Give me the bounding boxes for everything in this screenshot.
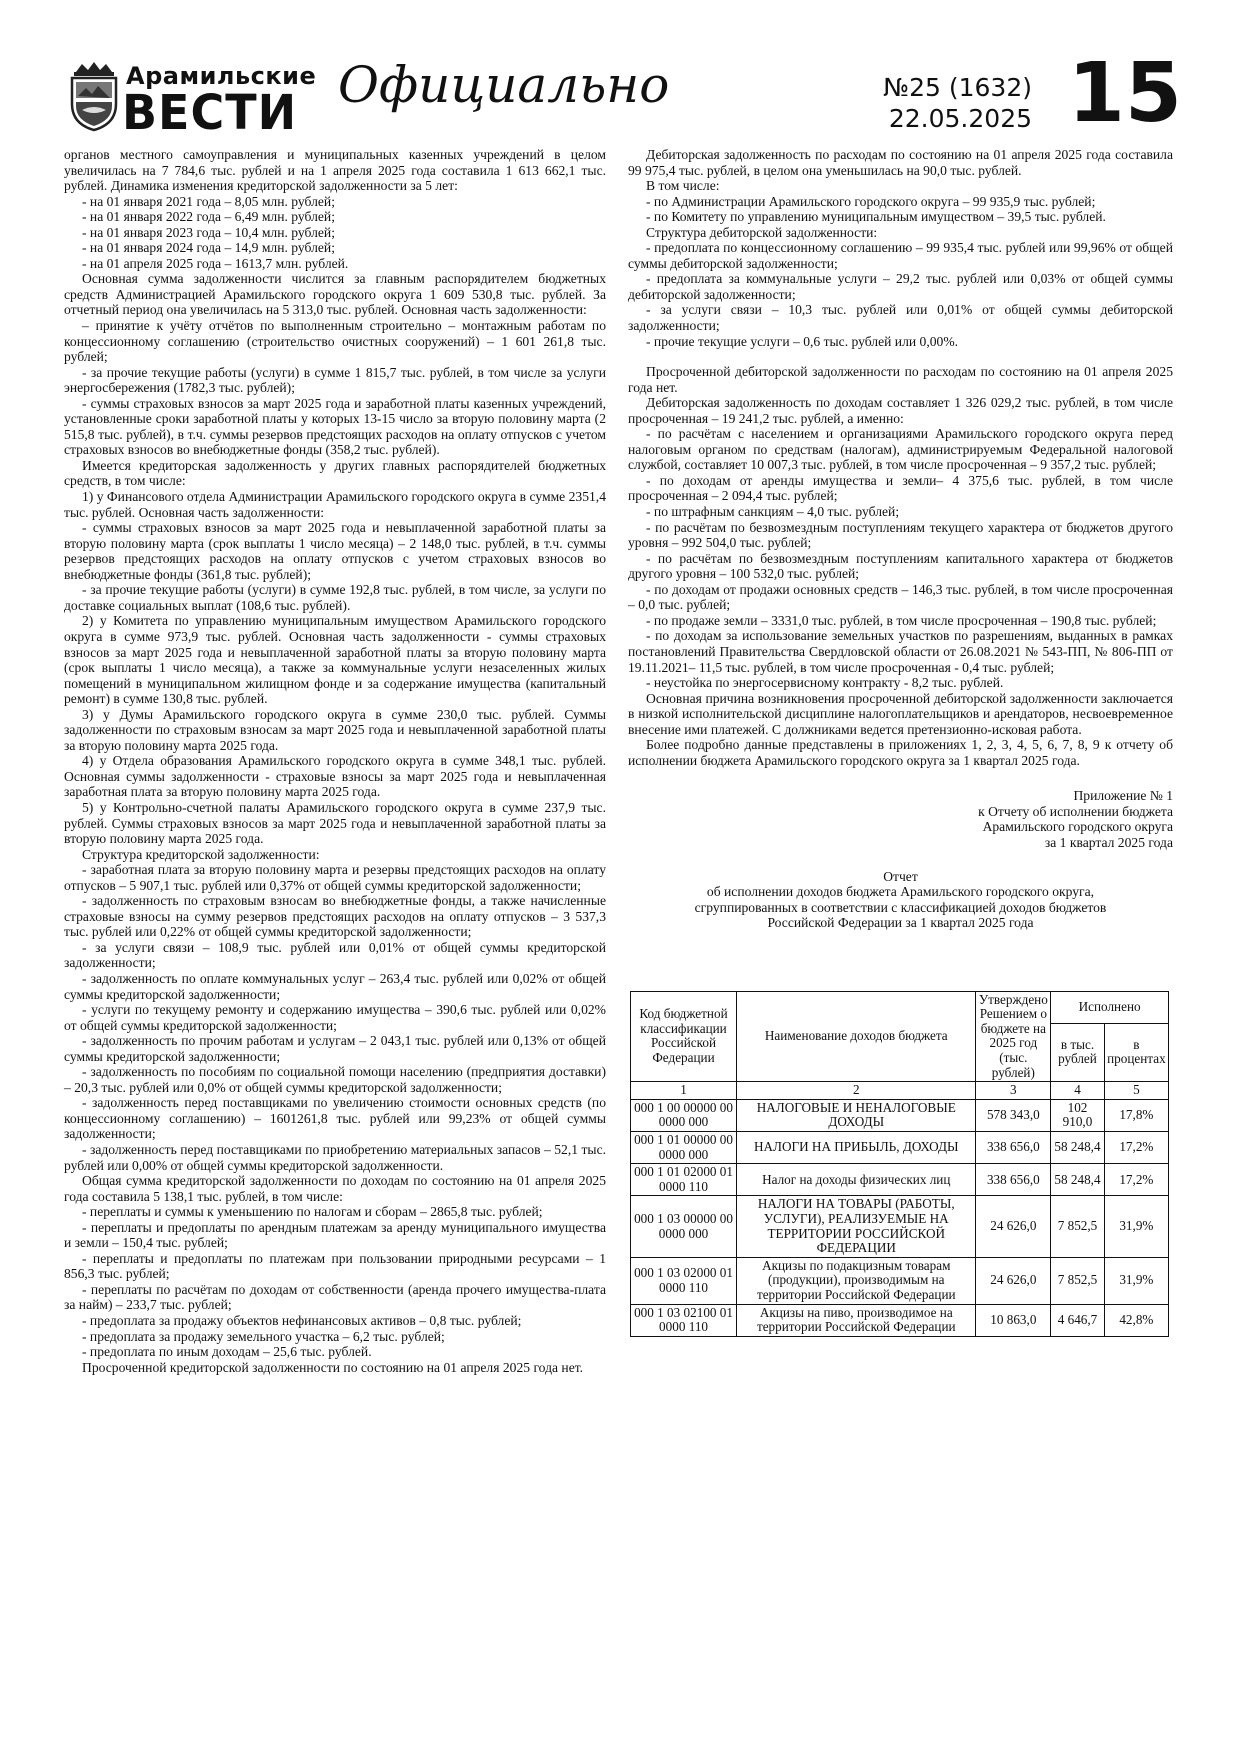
- cell-name: Акцизы по подакцизным товарам (продукции), производимым на территории Российской Федерации: [737, 1257, 976, 1304]
- cell-name: Акцизы на пиво, производимое на территории Российской Федерации: [737, 1304, 976, 1336]
- paragraph: органов местного самоуправления и муниципальных казенных учреждений в целом увеличилась на 7 784,6 тыс. рублей и на 1 апреля 2025 года составила 1 613 662,1 тыс. рублей. Динамика изменения кредиторской задолженности за 5 лет:: [64, 147, 606, 194]
- paragraph: – принятие к учёту отчётов по выполненным строительно – монтажным работам по концессионному соглашению (строительство очистных сооружений) – 1 601 261,8 тыс. рублей;: [64, 318, 606, 365]
- cell-code: 000 1 01 00000 00 0000 000: [631, 1132, 737, 1164]
- cell-code: 000 1 03 00000 00 0000 000: [631, 1196, 737, 1257]
- section-title: Официально: [338, 56, 670, 114]
- page-number: 15: [1067, 46, 1182, 141]
- paragraph: - предоплата за продажу объектов нефинансовых активов – 0,8 тыс. рублей;: [82, 1313, 522, 1329]
- column-number: 3: [976, 1082, 1051, 1100]
- left-column: [64, 147, 606, 1375]
- header-executed-pct: в процентах: [1104, 1023, 1168, 1082]
- header-approved: Утверждено Решением о бюджете на 2025 год (тыс. рублей): [976, 991, 1051, 1082]
- issue-info: [883, 72, 1032, 134]
- paragraph: - задолженность по страховым взносам во внебюджетные фонды, а также начисленные страховые взносы на сумму резервов предстоящих расходов на оплату отпусков – 3 537,3 тыс. рублей или 0,22% от общей суммы кредиторской задолженности;: [64, 893, 606, 940]
- cell-percent: 31,9%: [1104, 1196, 1168, 1257]
- cell-executed: 102 910,0: [1051, 1099, 1105, 1131]
- paragraph: - по доходам за использование земельных участков по разрешениям, выданных в рамках постановлений Правительства Свердловской области от 26.08.2021 № 543-ПП, № 806-ПП от 19.11.2021– 11,5 тыс. рублей, в том числе просроченная - 0,4 тыс. рублей;: [628, 628, 1173, 675]
- report-title-line: об исполнении доходов бюджета Арамильского городского округа,: [706, 884, 1095, 900]
- cell-percent: 17,2%: [1104, 1132, 1168, 1164]
- cell-percent: 42,8%: [1104, 1304, 1168, 1336]
- paragraph: Структура дебиторской задолженности:: [646, 224, 878, 240]
- column-number: 2: [737, 1082, 976, 1100]
- report-title: [628, 869, 1173, 931]
- paragraph: - по доходам от аренды имущества и земли– 4 375,6 тыс. рублей, в том числе просроченная – 2 094,4 тыс. рублей;: [628, 472, 1173, 504]
- right-column: [628, 147, 1173, 1337]
- paragraph: Просроченной дебиторской задолженности по расходам по состоянию на 01 апреля 2025 года нет.: [628, 364, 1173, 395]
- report-title-line: сгруппированных в соответствии с классификацией доходов бюджетов: [694, 899, 1107, 915]
- paragraph: Имеется кредиторская задолженность у других главных распорядителей бюджетных средств, в том числе:: [64, 457, 606, 489]
- cell-approved: 338 656,0: [976, 1132, 1051, 1164]
- paragraph: В том числе:: [646, 178, 720, 194]
- masthead: [62, 46, 1182, 141]
- cell-executed: 4 646,7: [1051, 1304, 1105, 1336]
- cell-approved: 338 656,0: [976, 1164, 1051, 1196]
- paragraph: 1) у Финансового отдела Администрации Арамильского городского округа в сумме 2351,4 тыс. рублей. Основная часть задолженности:: [64, 489, 606, 520]
- header-code: Код бюджетной классификации Российской Федерации: [631, 991, 737, 1082]
- paragraph: - задолженность по оплате коммунальных услуг – 263,4 тыс. рублей или 0,02% от общей суммы кредиторской задолженности;: [64, 970, 606, 1002]
- paragraph: - задолженность по прочим работам и услугам – 2 043,1 тыс. рублей или 0,13% от общей суммы кредиторской задолженности;: [64, 1033, 606, 1064]
- paragraph: - на 01 января 2023 года – 10,4 млн. рублей;: [82, 224, 335, 240]
- cell-approved: 24 626,0: [976, 1196, 1051, 1257]
- paragraph: - предоплата по концессионному соглашению – 99 935,4 тыс. рублей или 99,96% от общей суммы дебиторской задолженности;: [628, 240, 1173, 271]
- header-executed-rub: в тыс. рублей: [1051, 1023, 1105, 1082]
- paragraph: - заработная плата за вторую половину марта и резервы предстоящих расходов на оплату отпусков – 5 907,1 тыс. рублей или 0,37% от общей суммы кредиторской задолженности;: [64, 862, 606, 893]
- paragraph: 5) у Контрольно-счетной палаты Арамильского городского округа в сумме 237,9 тыс. рублей. Суммы страховых взносов за март 2025 года и невыплаченной заработной платы за вторую половину марта 2025 года.: [64, 799, 606, 847]
- paragraph: - предоплата по иным доходам – 25,6 тыс. рублей.: [82, 1344, 372, 1360]
- paragraph: - по Комитету по управлению муниципальным имуществом – 39,5 тыс. рублей.: [646, 209, 1106, 225]
- appendix-note: [628, 788, 1173, 850]
- paragraph: - за услуги связи – 10,3 тыс. рублей или 0,01% от общей суммы дебиторской задолженности;: [628, 302, 1173, 334]
- paragraph: - переплаты по расчётам по доходам от собственности (аренда прочего имущества-плата за найм) – 233,7 тыс. рублей;: [64, 1281, 606, 1313]
- appendix-line: к Отчету об исполнении бюджета: [978, 803, 1173, 819]
- cell-executed: 7 852,5: [1051, 1196, 1105, 1257]
- appendix-line: Арамильского городского округа: [982, 819, 1173, 835]
- right-column-text: [628, 147, 1173, 768]
- cell-code: 000 1 03 02100 01 0000 110: [631, 1304, 737, 1336]
- cell-name: НАЛОГИ НА ТОВАРЫ (РАБОТЫ, УСЛУГИ), РЕАЛИЗУЕМЫЕ НА ТЕРРИТОРИИ РОССИЙСКОЙ ФЕДЕРАЦИИ: [737, 1196, 976, 1257]
- paragraph: - переплаты и суммы к уменьшению по налогам и сборам – 2865,8 тыс. рублей;: [82, 1204, 543, 1220]
- cell-approved: 10 863,0: [976, 1304, 1051, 1336]
- table-row: [631, 1132, 1169, 1164]
- appendix-line: за 1 квартал 2025 года: [1044, 834, 1173, 850]
- coat-of-arms-icon: [68, 60, 120, 132]
- table-row: [631, 1099, 1169, 1131]
- table-body: [631, 1099, 1169, 1336]
- cell-name: НАЛОГОВЫЕ И НЕНАЛОГОВЫЕ ДОХОДЫ: [737, 1099, 976, 1131]
- paragraph: - неустойка по энергосервисному контракту - 8,2 тыс. рублей.: [646, 675, 1004, 691]
- newspaper-logo: [62, 56, 382, 140]
- income-report-table: [630, 991, 1169, 1337]
- paragraph: - по продаже земли – 3331,0 тыс. рублей, в том числе просроченная – 190,8 тыс. рублей;: [646, 612, 1157, 628]
- cell-percent: 17,8%: [1104, 1099, 1168, 1131]
- column-number: 4: [1051, 1082, 1105, 1100]
- cell-code: 000 1 00 00000 00 0000 000: [631, 1099, 737, 1131]
- paragraph: 2) у Комитета по управлению муниципальным имуществом Арамильского городского округа в сумме 973,9 тыс. рублей. Основная часть задолженности - суммы страховых взносов за март 2025 года и невыплаченной заработной платы за вторую половину марта (срок выплаты 1 число месяца), а также за коммунальные услуги незаселенных жилых помещений в муниципальном жилищном фонде и за содержание имущества (капитальный ремонт) в сумме 130,8 тыс. рублей.: [64, 613, 606, 707]
- table-row: [631, 1164, 1169, 1196]
- paragraph: - предоплата за продажу земельного участка – 6,2 тыс. рублей;: [82, 1328, 445, 1344]
- cell-name: Налог на доходы физических лиц: [737, 1164, 976, 1196]
- paragraph: - по доходам от продажи основных средств – 146,3 тыс. рублей, в том числе просроченная – 0,0 тыс. рублей;: [628, 581, 1173, 613]
- paragraph: Структура кредиторской задолженности:: [82, 846, 320, 862]
- cell-executed: 7 852,5: [1051, 1257, 1105, 1304]
- issue-date: 22.05.2025: [888, 104, 1032, 133]
- paragraph: Общая сумма кредиторской задолженности по доходам по состоянию на 01 апреля 2025 года составила 5 138,1 тыс. рублей, в том числе:: [64, 1173, 606, 1204]
- paragraph: - переплаты и предоплаты по арендным платежам за аренду муниципального имущества и земли – 150,4 тыс. рублей;: [64, 1219, 606, 1251]
- paragraph: - по расчётам по безвозмездным поступлениям капитального характера от бюджетов другого уровня – 100 532,0 тыс. рублей;: [628, 550, 1173, 582]
- header-name: Наименование доходов бюджета: [737, 991, 976, 1082]
- paragraph: 3) у Думы Арамильского городского округа в сумме 230,0 тыс. рублей. Суммы задолженности по страховым взносам за март 2025 года и невыплаченной заработной платы за вторую половину марта 2025 года.: [64, 706, 606, 753]
- paragraph: Просроченной кредиторской задолженности по состоянию на 01 апреля 2025 года нет.: [82, 1359, 584, 1375]
- paragraph: - предоплата за коммунальные услуги – 29,2 тыс. рублей или 0,03% от общей суммы дебиторской задолженности;: [628, 271, 1173, 302]
- paragraph-gap: [628, 349, 1173, 364]
- paragraph: - задолженность перед поставщиками по увеличению стоимости основных средств (по концессионному соглашению) – 1601261,8 тыс. рублей или 99,23% от общей суммы задолженности;: [64, 1095, 606, 1142]
- cell-code: 000 1 03 02000 01 0000 110: [631, 1257, 737, 1304]
- cell-percent: 17,2%: [1104, 1164, 1168, 1196]
- paragraph: - переплаты и предоплаты по платежам при пользовании природными ресурсами – 1 856,3 тыс. рублей;: [64, 1250, 606, 1282]
- paragraph: - на 01 января 2022 года – 6,49 млн. рублей;: [82, 209, 335, 225]
- paragraph: - за услуги связи – 108,9 тыс. рублей или 0,01% от общей суммы кредиторской задолженности;: [64, 939, 606, 971]
- report-title-line: Отчет: [883, 868, 918, 884]
- column-number: 1: [631, 1082, 737, 1100]
- issue-number: №25 (1632): [883, 73, 1032, 102]
- cell-executed: 58 248,4: [1051, 1132, 1105, 1164]
- paragraph: Основная сумма задолженности числится за главным распорядителем бюджетных средств Администрацией Арамильского городского округа 1 609 530,8 тыс. рублей. За отчетный период она увеличилась на 5 313,0 тыс. рублей. Основная часть задолженности:: [64, 271, 606, 318]
- logo-title-main: ВЕСТИ: [122, 84, 298, 141]
- cell-name: НАЛОГИ НА ПРИБЫЛЬ, ДОХОДЫ: [737, 1132, 976, 1164]
- table-row: [631, 1304, 1169, 1336]
- paragraph: - задолженность по пособиям по социальной помощи населению (предприятия доставки) – 20,3 тыс. рублей или 0,0% от общей суммы кредиторской задолженности;: [64, 1064, 606, 1095]
- column-number: 5: [1104, 1082, 1168, 1100]
- paragraph: - суммы страховых взносов за март 2025 года и невыплаченной заработной платы за вторую половину марта (срок выплаты 1 число месяца) – 2 148,0 тыс. рублей, в т.ч. суммы резервов предстоящих расходов на оплату отпусков с учетом страховых взносов во внебюджетные фонды (361,8 тыс. рублей);: [64, 520, 606, 582]
- paragraph: - суммы страховых взносов за март 2025 года и заработной платы казенных учреждений, установленные сроки заработной платы у которых 13-15 число за вторую половину марта (2 515,8 тыс. рублей), в т.ч. суммы резервов предстоящих расходов на оплату отпусков с учетом страховых взносов во внебюджетные фонды (358,2 тыс. рублей).: [64, 395, 606, 458]
- report-title-line: Российской Федерации за 1 квартал 2025 года: [767, 915, 1034, 931]
- paragraph: Основная причина возникновения просроченной дебиторской задолженности заключается в низкой исполнительской дисциплине налогоплательщиков и арендаторов, несвоевременное внесение ими платежей. С должниками ведется претензионно-исковая работа.: [628, 690, 1173, 737]
- header-executed: Исполнено: [1051, 991, 1169, 1023]
- paragraph: - за прочие текущие работы (услуги) в сумме 192,8 тыс. рублей, в том числе, за услуги по доставке социальных выплат (108,6 тыс. рублей).: [64, 582, 606, 613]
- paragraph: 4) у Отдела образования Арамильского городского округа в сумме 348,1 тыс. рублей. Основная суммы задолженности - страховые взносы за март 2025 года и невыплаченная заработная плата за вторую половину марта 2025 года.: [64, 753, 606, 800]
- paragraph: - прочие текущие услуги – 0,6 тыс. рублей или 0,00%.: [646, 333, 959, 349]
- paragraph: Дебиторская задолженность по доходам составляет 1 326 029,2 тыс. рублей, в том числе просроченная – 19 241,2 тыс. рублей, а именно:: [628, 395, 1173, 426]
- cell-approved: 24 626,0: [976, 1257, 1051, 1304]
- table-row: [631, 1196, 1169, 1257]
- paragraph: - задолженность перед поставщиками по приобретению материальных запасов – 52,1 тыс. рублей или 0,00% от общей суммы кредиторской задолженности.: [64, 1142, 606, 1173]
- paragraph: - за прочие текущие работы (услуги) в сумме 1 815,7 тыс. рублей, в том числе за услуги энергосбережения (1782,3 тыс. рублей);: [64, 364, 606, 396]
- cell-approved: 578 343,0: [976, 1099, 1051, 1131]
- cell-code: 000 1 01 02000 01 0000 110: [631, 1164, 737, 1196]
- logo-title-small: Арамильские: [126, 62, 317, 90]
- paragraph: - услуги по текущему ремонту и содержанию имущества – 390,6 тыс. рублей или 0,02% от общей суммы кредиторской задолженности;: [64, 1002, 606, 1033]
- paragraph: - на 01 января 2024 года – 14,9 млн. рублей;: [82, 240, 335, 256]
- paragraph: - по расчётам по безвозмездным поступлениям текущего характера от бюджетов другого уровня – 992 504,0 тыс. рублей;: [628, 519, 1173, 551]
- paragraph: - по расчётам с населением и организациями Арамильского городского округа перед налоговым органом по средствам (налогам), администрируемым Федеральной налоговой службой, составляет 10 007,3 тыс. рублей, в том числе просроченная – 9 357,2 тыс. рублей;: [628, 426, 1173, 473]
- paragraph: Дебиторская задолженность по расходам по состоянию на 01 апреля 2025 года составила 99 975,4 тыс. рублей, в целом она уменьшилась на 90,0 тыс. рублей.: [628, 147, 1173, 178]
- paragraph: - по штрафным санкциям – 4,0 тыс. рублей;: [646, 504, 900, 520]
- paragraph: - на 01 января 2021 года – 8,05 млн. рублей;: [82, 193, 335, 209]
- table-row: [631, 1257, 1169, 1304]
- paragraph: - по Администрации Арамильского городского округа – 99 935,9 тыс. рублей;: [646, 193, 1096, 209]
- cell-executed: 58 248,4: [1051, 1164, 1105, 1196]
- paragraph: - на 01 апреля 2025 года – 1613,7 млн. рублей.: [82, 255, 349, 271]
- cell-percent: 31,9%: [1104, 1257, 1168, 1304]
- appendix-line: Приложение № 1: [1073, 788, 1173, 804]
- paragraph: Более подробно данные представлены в приложениях 1, 2, 3, 4, 5, 6, 7, 8, 9 к отчету об исполнении бюджета Арамильского городского округа за 1 квартал 2025 года.: [628, 737, 1173, 768]
